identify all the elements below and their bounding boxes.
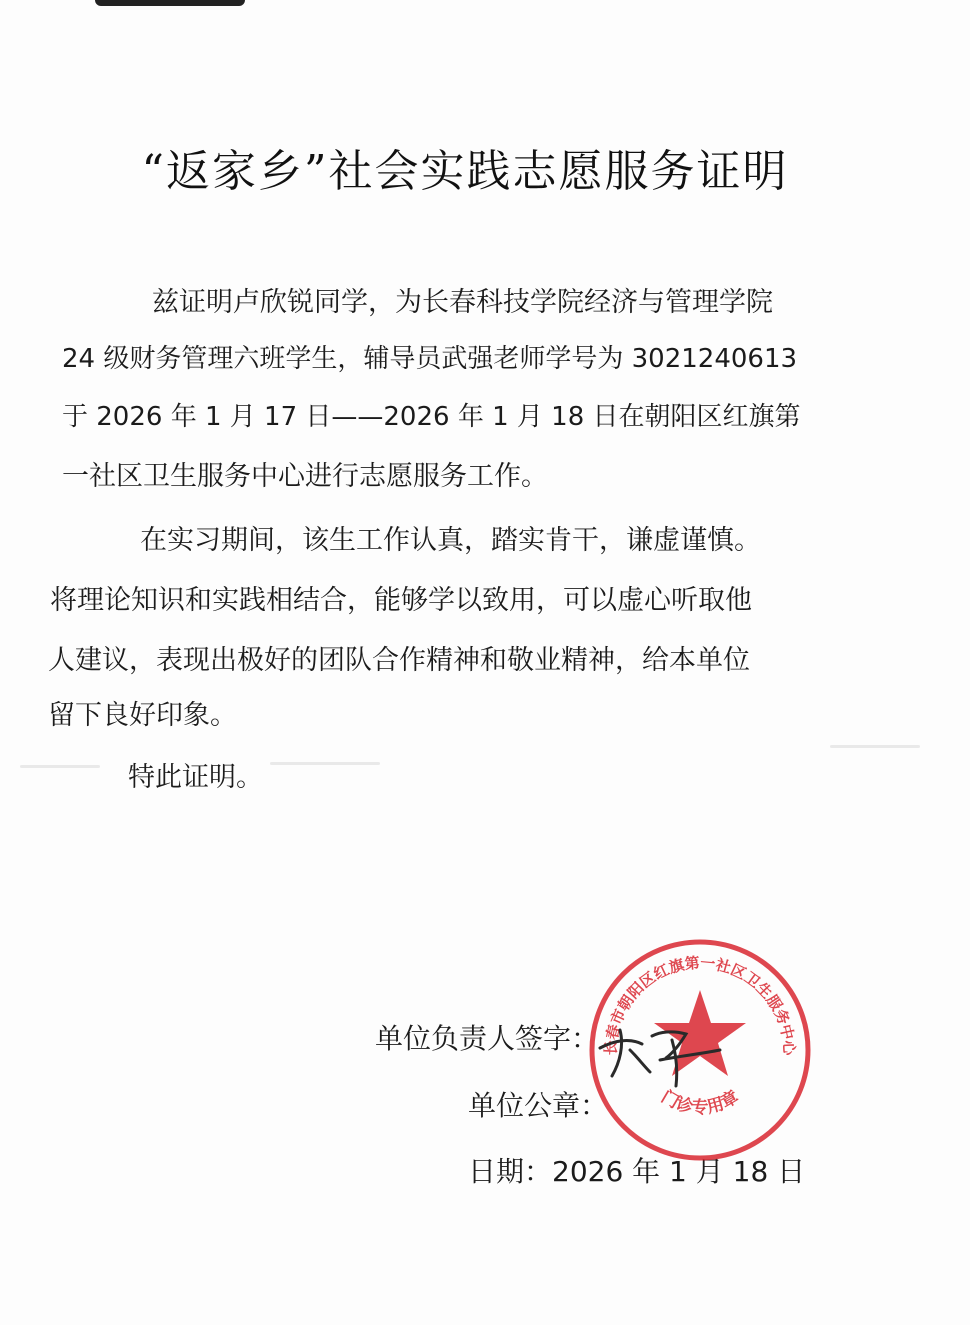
scan-streak [830, 745, 920, 748]
paragraph-1-line-1: 兹证明卢欣锐同学，为长春科技学院经济与管理学院 [152, 287, 773, 318]
scan-streak [20, 765, 100, 768]
paragraph-2-line-1: 在实习期间，该生工作认真，踏实肯干，谦虚谨慎。 [140, 525, 761, 556]
paragraph-2-line-3: 人建议，表现出极好的团队合作精神和敬业精神，给本单位 [48, 645, 750, 676]
seal-label: 单位公章： [468, 1089, 609, 1122]
handwritten-signature [590, 1010, 730, 1090]
closing-statement: 特此证明。 [128, 762, 263, 793]
paragraph-2-line-2: 将理论知识和实践相结合，能够学以致用，可以虚心听取他 [50, 585, 752, 616]
scan-streak [270, 762, 380, 765]
stamp-bottom-text: 门诊专用章 [657, 1087, 743, 1119]
paragraph-2-line-4: 留下良好印象。 [48, 700, 237, 731]
paragraph-1-line-3: 于 2026 年 1 月 17 日——2026 年 1 月 18 日在朝阳区红旗第 [62, 402, 801, 432]
paragraph-1-line-4: 一社区卫生服务中心进行志愿服务工作。 [62, 461, 548, 492]
document-title: “返家乡”社会实践志愿服务证明 [141, 146, 789, 197]
paragraph-1-line-2: 24 级财务管理六班学生，辅导员武强老师学号为 3021240613 [62, 344, 798, 374]
date-line: 日期：2026 年 1 月 18 日 [468, 1155, 806, 1188]
scan-smudge [95, 0, 245, 6]
stamp-top-text: 长春市朝阳区红旗第一社区卫生服务中心 [601, 953, 799, 1056]
signature-label: 单位负责人签字： [375, 1022, 600, 1055]
